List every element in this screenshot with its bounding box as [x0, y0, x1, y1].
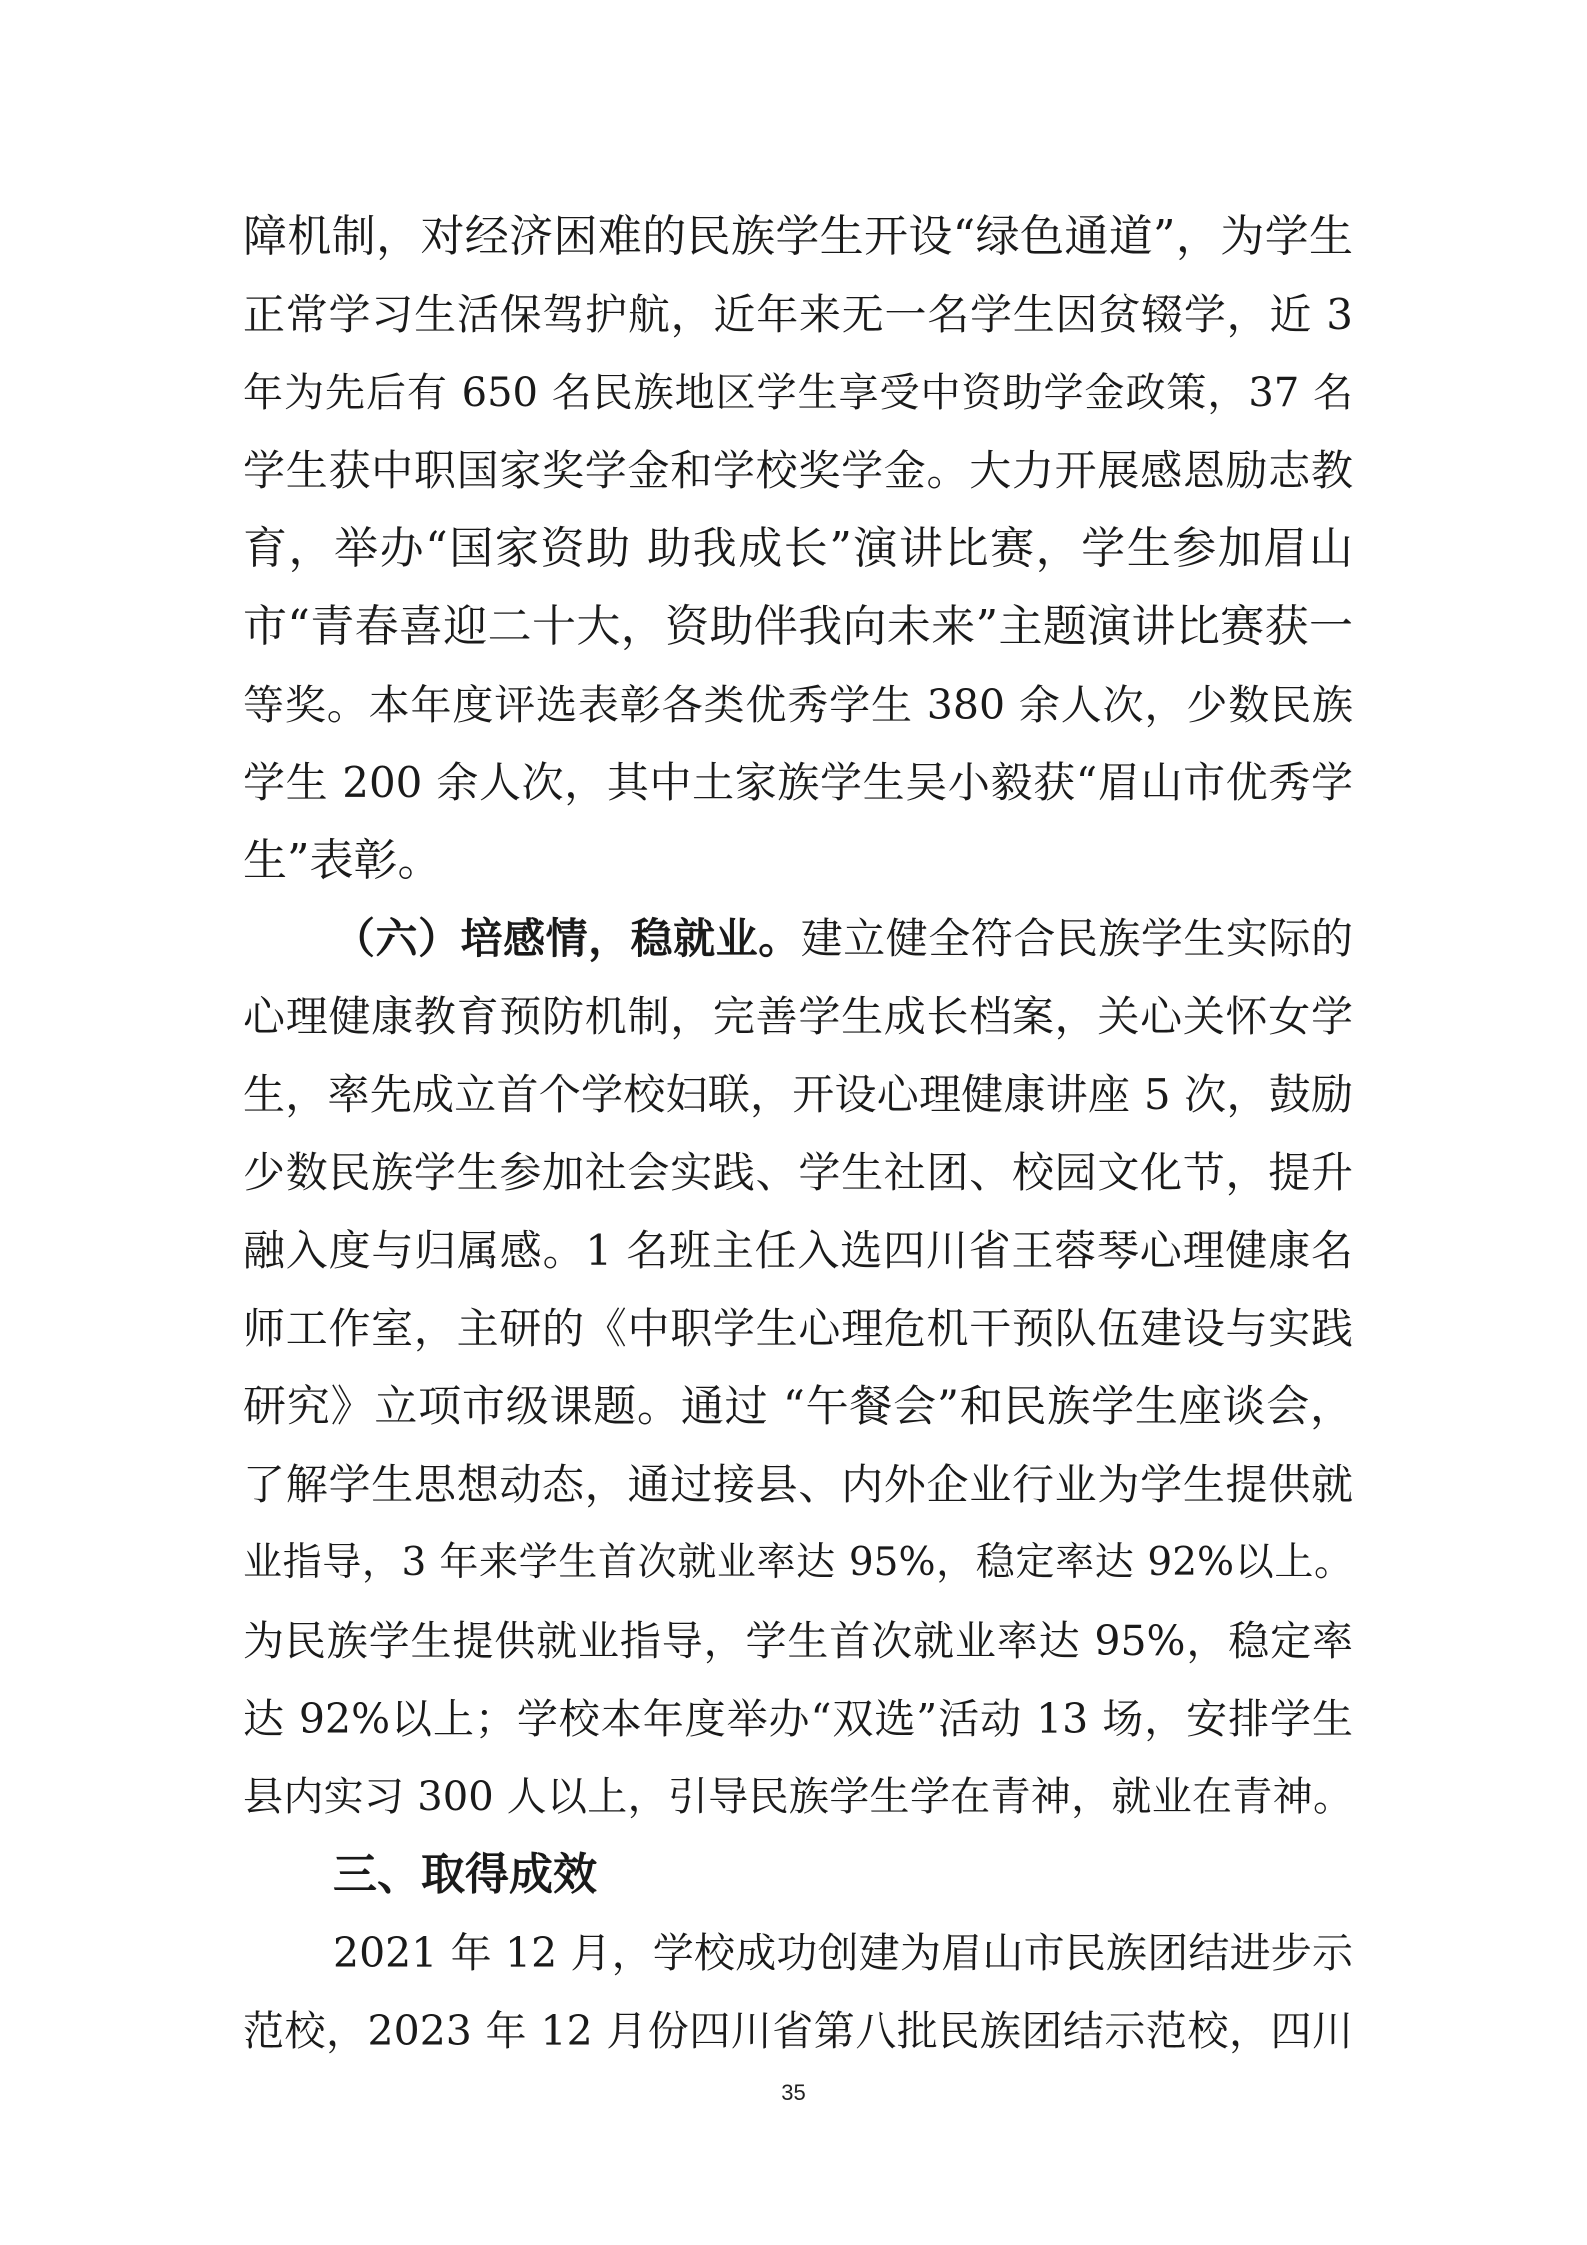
paragraph-2-line-9: 业指导，3 年来学生首次就业率达 95%，稳定率达 92%以上。	[243, 1540, 1353, 1585]
paragraph-1-line-2: 正常学习生活保驾护航，近年来无一名学生因贫辍学，近 3	[243, 290, 1353, 339]
page-number: 35	[781, 2080, 806, 2105]
paragraph-1-line-5: 育，举办“国家资助 助我成长”演讲比赛，学生参加眉山	[243, 523, 1353, 574]
paragraph-2-first-line-rest: 建立健全符合民族学生实际的	[800, 914, 1353, 963]
paragraph-2-line-3: 生，率先成立首个学校妇联，开设心理健康讲座 5 次，鼓励	[243, 1070, 1353, 1119]
paragraph-2-line-12: 县内实习 300 人以上，引导民族学生学在青神，就业在青神。	[243, 1774, 1353, 1820]
paragraph-1-line-3: 年为先后有 650 名民族地区学生享受中资助学金政策，37 名	[243, 370, 1353, 416]
paragraph-1-line-9: 生”表彰。	[243, 835, 442, 886]
paragraph-3-first-line: 2021 年 12 月，学校成功创建为眉山市民族团结进步示	[333, 1929, 1353, 1977]
paragraph-2-line-7: 研究》立项市级课题。通过 “午餐会”和民族学生座谈会，	[243, 1382, 1353, 1432]
paragraph-2-line-5: 融入度与归属感。1 名班主任入选四川省王蓉琴心理健康名	[243, 1226, 1353, 1275]
section-heading: 三、取得成效	[333, 1849, 597, 1900]
paragraph-3-line-2: 范校，2023 年 12 月份四川省第八批民族团结示范校，四川	[243, 2007, 1353, 2055]
paragraph-2-line-8: 了解学生思想动态，通过接县、内外企业行业为学生提供就	[243, 1460, 1353, 1509]
paragraph-2-line-6: 师工作室，主研的《中职学生心理危机干预队伍建设与实践	[243, 1304, 1353, 1353]
paragraph-2-first-line	[333, 900, 1353, 978]
paragraph-1-line-1: 障机制，对经济困难的民族学生开设“绿色通道”，为学生	[243, 211, 1353, 262]
paragraph-1-line-4: 学生获中职国家奖学金和学校奖学金。大力开展感恩励志教	[243, 446, 1353, 495]
paragraph-1-line-7: 等奖。本年度评选表彰各类优秀学生 380 余人次，少数民族	[243, 681, 1353, 729]
paragraph-1-line-8: 学生 200 余人次，其中土家族学生吴小毅获“眉山市优秀学	[243, 758, 1353, 807]
paragraph-2-line-2: 心理健康教育预防机制，完善学生成长档案，关心关怀女学	[243, 992, 1353, 1041]
paragraph-2-lead: （六）培感情，稳就业。	[333, 914, 801, 963]
paragraph-2-line-10: 为民族学生提供就业指导，学生首次就业率达 95%，稳定率	[243, 1617, 1353, 1665]
paragraph-1-line-6: 市“青春喜迎二十大，资助伴我向未来”主题演讲比赛获一	[243, 601, 1353, 652]
paragraph-2-line-4: 少数民族学生参加社会实践、学生社团、校园文化节，提升	[243, 1148, 1353, 1197]
paragraph-2-line-11: 达 92%以上；学校本年度举办“双选”活动 13 场，安排学生	[243, 1695, 1353, 1743]
